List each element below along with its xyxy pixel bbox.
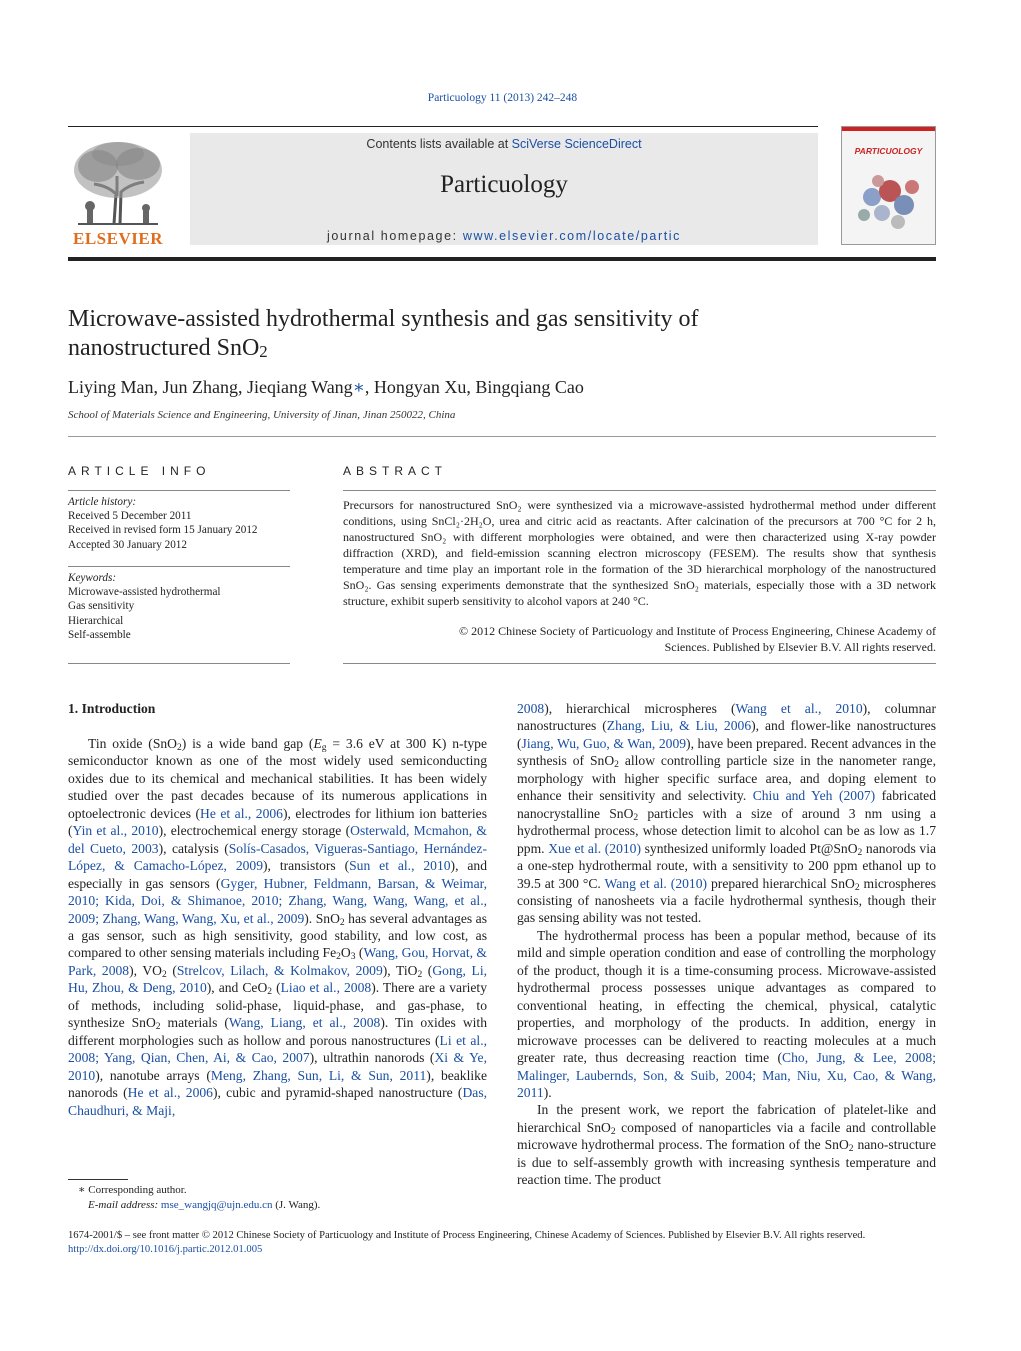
introduction-heading: 1. Introduction — [68, 701, 156, 716]
citation-link[interactable]: Xue et al. (2010) — [548, 840, 641, 856]
issn-line: 1674-2001/$ – see front matter © 2012 Chinese Society of Particuology and Institute of Process Engineering, Chinese Academy of Sciences. Published by Elsevier B.V. All rights reserved. — [68, 1230, 866, 1241]
abstract-rule — [343, 490, 936, 491]
citation-link[interactable]: Meng, Zhang, Sun, Li, & Sun, 2011 — [210, 1067, 427, 1083]
body-column-right — [517, 700, 936, 1189]
email-suffix: (J. Wang). — [272, 1199, 321, 1211]
keyword-item: Hierarchical — [68, 614, 124, 627]
footnote-corresponding-text: Corresponding author. — [88, 1184, 187, 1196]
citation-link[interactable]: Yin et al., 2010 — [72, 823, 159, 839]
info-rule — [68, 663, 290, 664]
citation-link[interactable]: Strelcov, Lilach, & Kolmakov, 2009 — [176, 962, 383, 978]
citation-link[interactable]: He et al., 2006 — [200, 805, 283, 821]
citation-link[interactable]: Li et al., 2008; Yang, Qian, Chen, Ai, & Cao, 2007 — [68, 1032, 487, 1066]
citation-link[interactable]: Jiang, Wu, Guo, & Wan, 2009 — [521, 735, 687, 751]
citation-link[interactable]: Cho, Jung, & Lee, 2008; Malinger, Laubernds, Son, & Suib, 2004; Man, Niu, Xu, Cao, & Wang, 2011 — [517, 1050, 936, 1100]
citation-link[interactable]: Liao et al., 2008 — [280, 980, 372, 996]
keyword-item: Gas sensitivity — [68, 600, 135, 613]
citation-link[interactable]: Zhang, Liu, & Liu, 2006 — [606, 718, 752, 734]
history-item: Accepted 30 January 2012 — [68, 538, 187, 551]
journal-homepage-link[interactable]: www.elsevier.com/locate/partic — [462, 229, 682, 243]
journal-homepage-line — [190, 229, 818, 243]
intro-paragraph-1-cont: 2008), hierarchical microspheres (Wang et al., 2010), columnar nanostructures (Zhang, Liu, & Liu, 2006), and flower-like nanostructures (Jiang, Wu, Guo, & Wan, 2009), have been prepared. Recent advances in the synthesis of SnO$_2$ allow controlling particle size in the nanometer range, morphology with higher specific surface area, and doping element to enhance their sensitivity and selectivity. Chiu and Yeh (2007) fabricated nanocrystalline SnO$_2$ particles with a size of around 3 nm using a hydrothermal process, whose detection limit to alcohol can be as low as 1.7 ppm. Xue et al. (2010) synthesized uniformly loaded Pt@SnO$_2$ nanorods via a one-step hydrothermal route, with a sensitivity to 200 ppm ethanol up to 39.5 at 300 °C. Wang et al. (2010) prepared hierarchical SnO$_2$ microspheres consisting of nanosheets via a facile hydrothermal synthesis, though their gas sensing ability was not tested. — [517, 701, 937, 926]
copyright-line-2: Sciences. Published by Elsevier B.V. All rights reserved. — [664, 639, 936, 654]
journal-citation[interactable]: Particuology 11 (2013) 242–248 — [427, 92, 578, 104]
author-list — [68, 377, 928, 398]
sciencedirect-link[interactable]: SciVerse ScienceDirect — [511, 137, 642, 151]
body-column-left — [68, 735, 487, 1119]
title-line-2: nanostructured SnO — [68, 335, 260, 361]
contents-prefix: Contents lists available at — [366, 137, 512, 151]
citation-link[interactable]: Gyger, Hubner, Feldmann, Barsan, & Weimar, 2010; Kida, Doi, & Shimanoe, 2010; Zhang, Wang, Wang, Wang, et al., 2009; Zhang, Wang, Wang, Xu, et al., 2009 — [68, 875, 487, 926]
copyright-line-1: © 2012 Chinese Society of Particuology and Institute of Process Engineering, Chinese Academy of — [458, 624, 936, 638]
citation-link[interactable]: He et al., 2006 — [127, 1085, 213, 1101]
footnote-email — [68, 1198, 488, 1213]
info-rule — [68, 490, 290, 491]
cover-title: PARTICUOLOGY — [854, 146, 923, 156]
journal-cover-thumbnail — [841, 126, 936, 245]
header-top-rule — [68, 126, 818, 127]
keyword-item: Microwave-assisted hydrothermal — [68, 586, 221, 599]
citation-link[interactable]: Chiu and Yeh (2007) — [752, 788, 876, 804]
history-item: Received in revised form 15 January 2012 — [68, 524, 258, 537]
keyword-item: Self-assemble — [68, 628, 131, 641]
citation-link[interactable]: Wang et al., 2010 — [735, 701, 863, 716]
authors-rest: , Hongyan Xu, Bingqiang Cao — [364, 377, 584, 397]
email-label: E-mail address: — [88, 1199, 161, 1211]
title-line-1: Microwave-assisted hydrothermal synthesis and gas sensitivity of — [68, 306, 699, 332]
footnote-star: ∗ — [78, 1184, 86, 1196]
cover-artwork — [842, 127, 935, 244]
intro-paragraph-3: In the present work, we report the fabrication of platelet-like and hierarchical SnO$_2$ composed of nanoparticles via a facile and controllable microwave hydrothermal process. The formation of the SnO$_2$ nano-structure is due to self-assembly growth with increasing synthesis temperature and reaction time. The product — [517, 1102, 936, 1188]
history-item: Received 5 December 2011 — [68, 510, 192, 523]
header-rule — [68, 257, 936, 261]
affiliation: School of Materials Science and Engineering, University of Jinan, Jinan 250022, China — [68, 409, 456, 421]
citation-link[interactable]: Solís-Casados, Vigueras-Santiago, Hernández-López, & Camacho-López, 2009 — [68, 840, 487, 874]
intro-paragraph-2: The hydrothermal process has been a popular method, because of its mild and simple operation condition and ease of controlling the morphology of the product, though it is a time-consuming process. Microwave-assisted hydrothermal process possesses unique advantages as compared to conventional heating, in effecting the chemical, physical, catalytic properties, and morphology of the products. In addition, energy in microwave processes can be delivered to reacting molecules at a much greater rate, thus decreasing reaction time (Cho, Jung, & Lee, 2008; Malinger, Laubernds, Son, & Suib, 2004; Man, Niu, Xu, Cao, & Wang, 2011). — [517, 927, 936, 1100]
abstract-heading: ABSTRACT — [343, 464, 448, 478]
abstract-text: Precursors for nanostructured SnO₂ were synthesized via a microwave-assisted hydrothermal method under different conditions, using SnCl₂·2H₂O, urea and citric acid as reactants. After calcination of the precursors at 700 °C for 2 h, nanostructured SnO₂ with different morphologies were obtained, and were then characterized using X-ray powder diffraction (XRD), and field-emission scanning electron microscopy (FESEM). The results show that synthesis temperature and time play an important role in the formation of the 3D hierarchical morphology of the nanostructured SnO₂. Gas sensing experiments demonstrate that the synthesized SnO₂ materials, especially those with a 3D network structure, exhibit superb sensitivity to alcohol vapors at 240 °C. — [343, 498, 936, 608]
article-info-heading: ARTICLE INFO — [68, 464, 211, 478]
authors-first: Liying Man, Jun Zhang, Jieqiang Wang — [68, 377, 353, 397]
author-email-link[interactable]: mse_wangjq@ujn.edu.cn — [160, 1199, 273, 1211]
citation-link[interactable]: Xi & Ye, 2010 — [68, 1050, 487, 1083]
citation-link[interactable]: Osterwald, Mcmahon, & del Cueto, 2003 — [68, 823, 488, 856]
keywords — [68, 571, 290, 642]
citation-link[interactable]: Wang et al. (2010) — [604, 875, 708, 891]
title-subscript: 2 — [259, 342, 268, 361]
page-footer — [68, 1229, 936, 1257]
history-label: Article history: — [68, 496, 137, 508]
article-title — [68, 305, 928, 363]
abstract-rule — [343, 663, 936, 664]
citation-link[interactable]: Wang, Gou, Horvat, & Park, 2008 — [68, 945, 487, 978]
footnote-rule — [68, 1179, 128, 1180]
corresponding-author-marker[interactable]: ∗ — [352, 377, 365, 397]
abstract-copyright — [343, 624, 936, 655]
footnote-corresponding — [68, 1183, 488, 1198]
footnote — [68, 1183, 488, 1213]
info-rule — [68, 566, 290, 567]
journal-name: Particuology — [440, 171, 568, 198]
affiliation-rule — [68, 436, 936, 437]
doi-link[interactable]: http://dx.doi.org/10.1016/j.partic.2012.01.005 — [68, 1244, 263, 1255]
citation-link[interactable]: Sun et al., 2010 — [349, 858, 451, 874]
contents-available-line — [190, 137, 818, 151]
citation-link[interactable]: Das, Chaudhuri, & Maji, — [68, 1085, 488, 1118]
keywords-label: Keywords: — [68, 572, 117, 584]
citation-link[interactable]: Gong, Li, Hu, Zhou, & Deng, 2010 — [68, 962, 488, 996]
article-history — [68, 495, 290, 552]
citation-link[interactable]: Wang, Liang, et al., 2008 — [228, 1015, 381, 1031]
homepage-prefix: journal homepage: — [326, 229, 463, 243]
citation-link[interactable]: 2008 — [517, 701, 545, 716]
intro-paragraph-1: Tin oxide (SnO$_2$) is a wide band gap ($E_g = 3.6$ eV at 300 K) n-type semiconductor known as one of the most widely used semiconducting oxides due to its chemical and mechanical stabilities. It has been widely studied over the past decades because of its numerous applications in optoelectronic devices (He et al., 2006), electrodes for lithium ion batteries (Yin et al., 2010), electrochemical energy storage (Osterwald, Mcmahon, & del Cueto, 2003), catalysis (Solís-Casados, Vigueras-Santiago, Hernández-López, & Camacho-López, 2009), transistors (Sun et al., 2010), and especially in gas sensors (Gyger, Hubner, Feldmann, Barsan, & Weimar, 2010; Kida, Doi, & Shimanoe, 2010; Zhang, Wang, Wang, Wang, et al., 2009; Zhang, Wang, Wang, Xu, et al., 2009). SnO$_2$ has several advantages as a gas sensor, such as high sensitivity, good stability, and low cost, as compared to other sensing materials including $Fe_2O_3$ (Wang, Gou, Horvat, & Park, 2008), $VO_2$ (Strelcov, Lilach, & Kolmakov, 2009), TiO$_2$ (Gong, Li, Hu, Zhou, & Deng, 2010), and CeO$_2$ (Liao et al., 2008). There are a variety of methods, including solid-phase, liquid-phase, and gas-phase, to synthesize SnO$_2$ materials (Wang, Liang, et al., 2008). Tin oxides with different morphologies such as hollow and porous nanostructures (Li et al., 2008; Yang, Qian, Chen, Ai, & Cao, 2007), ultrathin nanorods (Xi & Ye, 2010), nanotube arrays (Meng, Zhang, Sun, Li, & Sun, 2011), beaklike nanorods (He et al., 2006), cubic and pyramid-shaped nanostructure (Das, Chaudhuri, & Maji, — [68, 736, 488, 1118]
elsevier-wordmark: ELSEVIER — [73, 229, 163, 248]
